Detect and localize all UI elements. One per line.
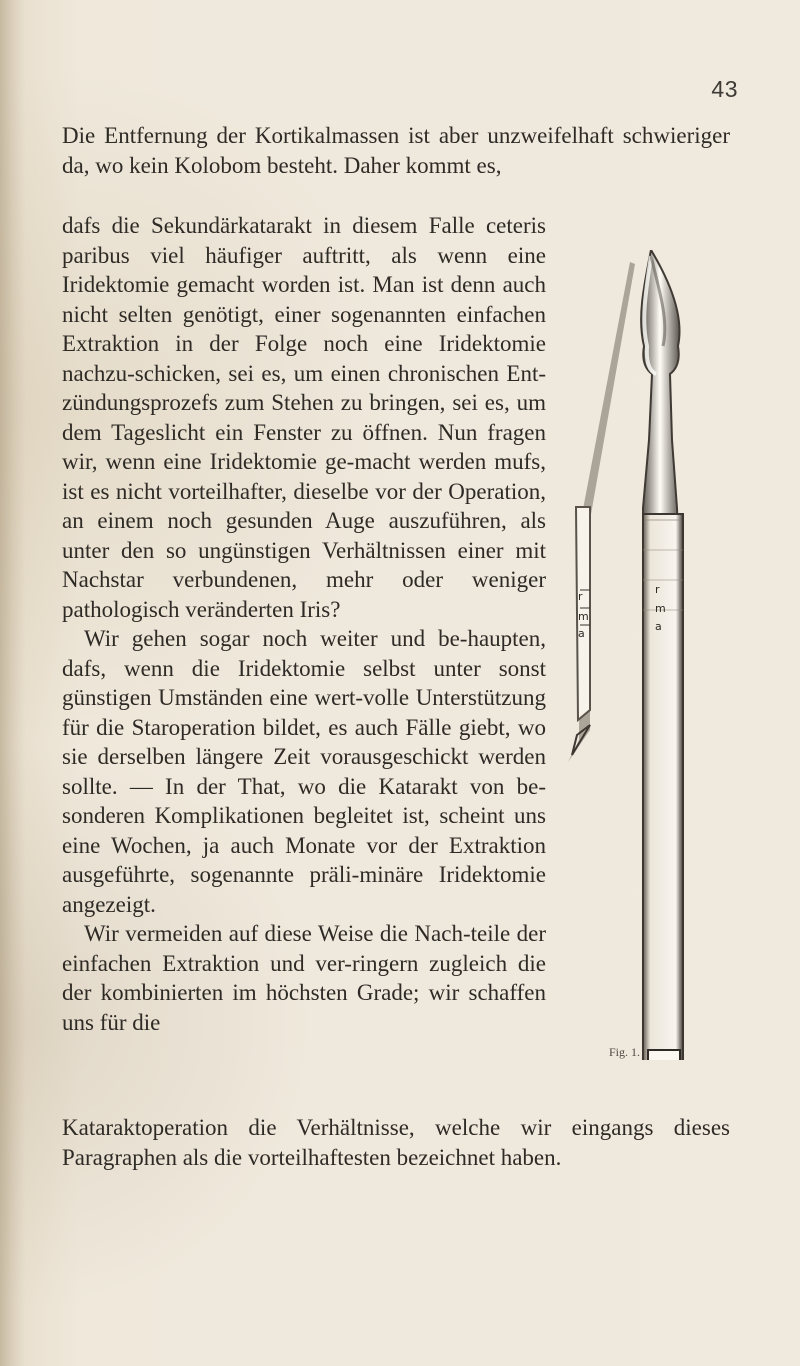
main-text-column (62, 211, 546, 1037)
lancet-front-view (641, 250, 683, 1060)
paragraph-4: Wir vermeiden auf diese Weise die Nach-teile der einfachen Extraktion und ver-ringern zugleich die der kombinierten im höchsten Grade; wir schaffen uns für die (62, 921, 546, 1035)
paragraph-5: Kataraktoperation die Verhältnisse, welche wir eingangs dieses Paragraphen als die vorteilhaftesten bezeichnet haben. (62, 1115, 730, 1170)
page-shadow (0, 0, 26, 1366)
svg-text:a: a (655, 620, 662, 633)
svg-text:a: a (578, 627, 585, 640)
paragraph-2: dafs die Sekundärkatarakt in diesem Falle ceteris paribus viel häufiger auftritt, als wenn eine Iridektomie gemacht worden ist. Man ist denn auch nicht selten genötigt, einer sogenannten einfachen Extraktion in der Folge noch eine Iridektomie nachzu-schicken, sei es, um einen chronischen Ent-zündungsprozefs zum Stehen zu bringen, sei es, um dem Tageslicht ein Fenster zu öffnen. Nun fragen wir, wenn eine Iridektomie ge-macht werden mufs, ist es nicht vorteilhafter, dieselbe vor der Operation, an einem noch gesunden Auge auszuführen, als unter den so ungünstigen Verhältnissen einer mit Nachstar verbundenen, mehr oder weniger pathologisch veränderten Iris? (62, 213, 546, 622)
svg-text:r: r (578, 590, 583, 603)
svg-text:m: m (578, 610, 589, 623)
page-number: 43 (711, 76, 738, 102)
paragraph-1: Die Entfernung der Kortikalmassen ist aber unzweifelhaft schwieriger da, wo kein Kolobom besteht. Daher kommt es, (62, 123, 730, 178)
opening-text (62, 121, 730, 180)
lancet-side-view (568, 262, 635, 762)
surgical-instrument-figure (560, 250, 715, 1060)
svg-text:r: r (655, 583, 660, 596)
closing-text (62, 1113, 730, 1172)
svg-text:m: m (655, 602, 666, 615)
figure-caption: Fig. 1. (609, 1045, 641, 1059)
paragraph-3: Wir gehen sogar noch weiter und be-haupten, dafs, wenn die Iridektomie selbst unter sonst günstigen Umständen eine wert-volle Unterstützung für die Staroperation bildet, es auch Fälle giebt, wo sie derselben längere Zeit vorausgeschickt werden sollte. — In der That, wo die Katarakt von be-sonderen Komplikationen begleitet ist, scheint uns eine Wochen, ja auch Monate vor der Extraktion ausgeführte, sogenannte präli-minäre Iridektomie angezeigt. (62, 626, 546, 917)
